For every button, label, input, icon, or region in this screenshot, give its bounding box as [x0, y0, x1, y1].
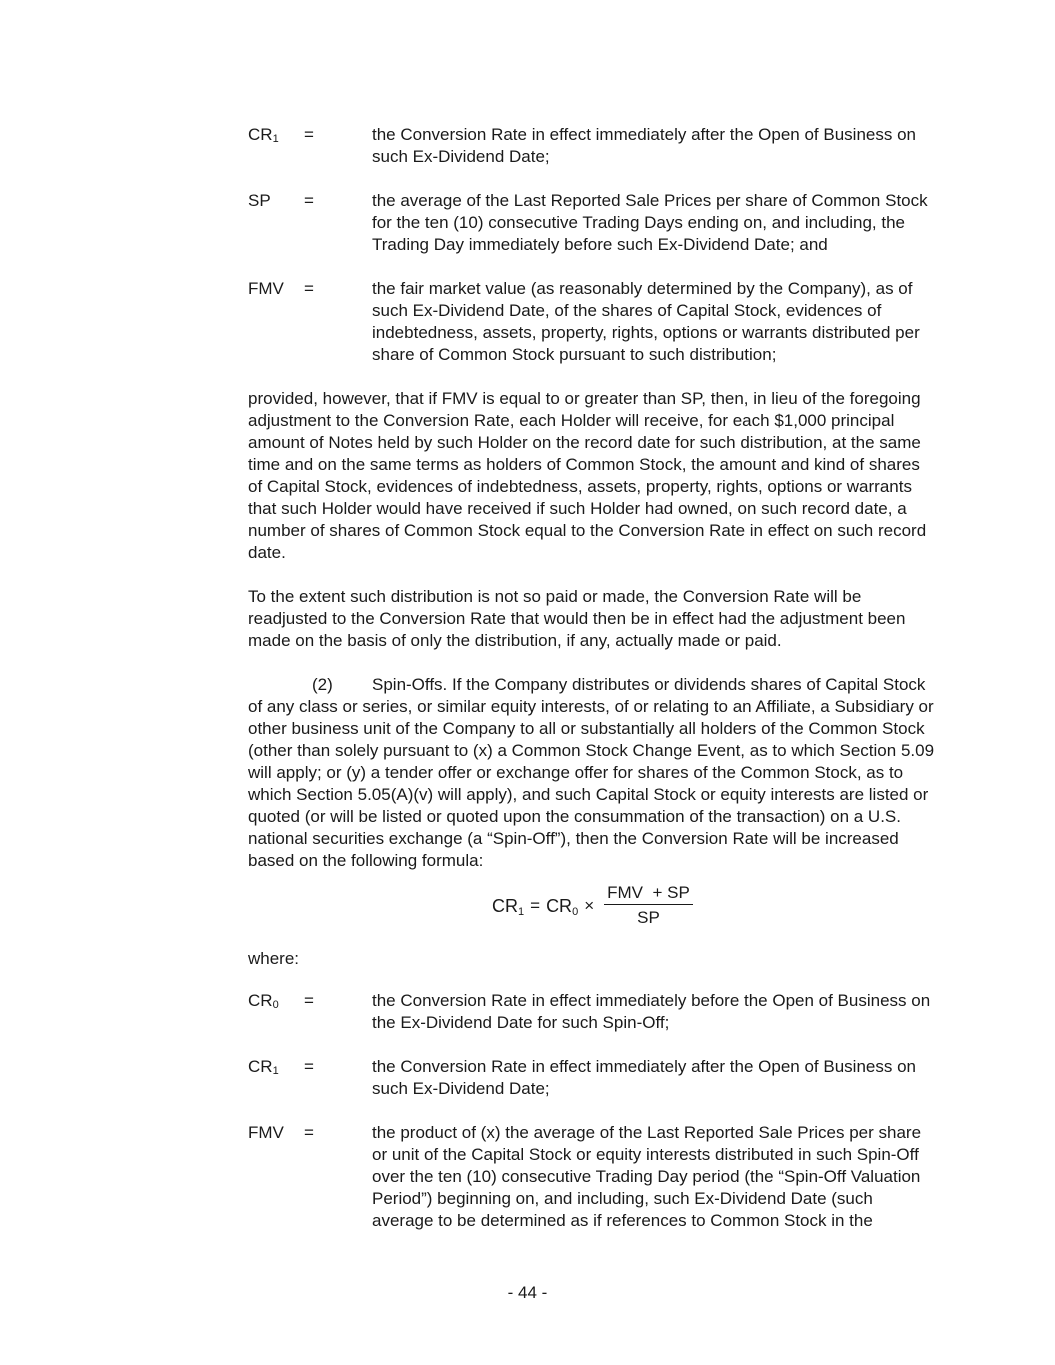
- where-label: where:: [248, 949, 300, 968]
- formula-numerator: FMV + SP: [604, 883, 693, 905]
- equals-sign: =: [304, 279, 314, 298]
- definition-sp: [248, 190, 938, 256]
- definition-text: the Conversion Rate in effect immediately after the Open of Business on such Ex-Dividend Date;: [372, 1057, 916, 1098]
- definition-term: $CR_0$: [248, 991, 279, 1011]
- definition-text: the product of (x) the average of the Last Reported Sale Prices per share or unit of the Capital Stock or equity interests distributed in such Spin-Off over the ten (10) consecutive Trading Day period (the “Spin-Off Valuation Period”) beginning on, and including, such Ex-Dividend Date (such average to be determined as if references to Common Stock in the: [372, 1123, 922, 1230]
- definition-cr1: [248, 124, 938, 168]
- definition-term: $CR_1$: [248, 1057, 279, 1077]
- spinoff-paragraph: [248, 674, 938, 872]
- formula-fraction: [604, 883, 693, 929]
- provided-paragraph: provided, however, that if FMV is equal to or greater than SP, then, in lieu of the foregoing adjustment to the Conversion Rate, each Holder will receive, for each $1,000 principal amount of Notes held by such Holder on the record date for such distribution, at the same time and on the same terms as holders of Common Stock, the amount and kind of shares of Capital Stock, evidences of indebtedness, assets, property, rights, options or warrants that such Holder would have received if such Holder had owned, on such record date, a number of shares of Common Stock equal to the Conversion Rate in effect on such record date.: [248, 389, 927, 562]
- definition-text: the fair market value (as reasonably determined by the Company), as of such Ex-Dividend Date, of the shares of Capital Stock, evidences of indebtedness, assets, property, rights, options or warrants distributed per share of Common Stock pursuant to such distribution;: [372, 279, 920, 364]
- spinoff-text: If the Company distributes or dividends shares of Capital Stock of any class or series, or similar equity interests, of or relating to an Affiliate, a Subsidiary or other business unit of the Company to all or substantially all holders of the Common Stock (other than solely pursuant to (x) a Common Stock Change Event, as to which Section 5.09 will apply; or (y) a tender offer or exchange offer for shares of the Common Stock, as to which Section 5.05(A)(v) will apply), and such Capital Stock or equity interests are listed or quoted (or will be listed or quoted upon the consummation of the transaction) on a U.S. national securities exchange (a “Spin-Off”), then the Conversion Rate will be increased based on the following formula:: [248, 675, 935, 870]
- definition-cr0: [248, 990, 938, 1034]
- formula-rhs: $CR_0$: [546, 896, 579, 918]
- readjust-paragraph: To the extent such distribution is not so paid or made, the Conversion Rate will be readjusted to the Conversion Rate that would then be in effect had the adjustment been made on the basis of only the distribution, if any, actually made or paid.: [248, 587, 906, 650]
- definition-term: SP: [248, 191, 271, 210]
- definition-fmv: [248, 278, 938, 366]
- definition-term: FMV: [248, 1123, 284, 1142]
- definition-fmv-spinoff: [248, 1122, 938, 1232]
- section-number: (2): [312, 675, 333, 694]
- definition-term: FMV: [248, 279, 284, 298]
- equals-sign: =: [304, 1123, 314, 1142]
- equals-sign: =: [304, 191, 314, 210]
- spinoff-formula: [248, 883, 938, 927]
- definition-term: $CR_1$: [248, 125, 279, 145]
- definition-cr1-spinoff: [248, 1056, 938, 1100]
- document-page: [248, 124, 938, 1232]
- equals-sign: =: [304, 991, 314, 1010]
- formula-times: ×: [584, 896, 595, 915]
- section-heading: Spin-Offs.: [372, 675, 448, 694]
- equals-sign: =: [304, 125, 314, 144]
- definition-text: the average of the Last Reported Sale Prices per share of Common Stock for the ten (10) consecutive Trading Days ending on, and including, the Trading Day immediately before such Ex-Dividend Date; and: [372, 191, 928, 254]
- definition-text: the Conversion Rate in effect immediately before the Open of Business on the Ex-Dividend Date for such Spin-Off;: [372, 991, 931, 1032]
- formula-equals: =: [530, 896, 541, 915]
- formula-denominator: SP: [637, 908, 660, 927]
- page-number: - 44 -: [507, 1283, 548, 1302]
- definition-text: the Conversion Rate in effect immediately after the Open of Business on such Ex-Dividend Date;: [372, 125, 916, 166]
- equals-sign: =: [304, 1057, 314, 1076]
- formula-lhs: $CR_1$: [492, 896, 525, 918]
